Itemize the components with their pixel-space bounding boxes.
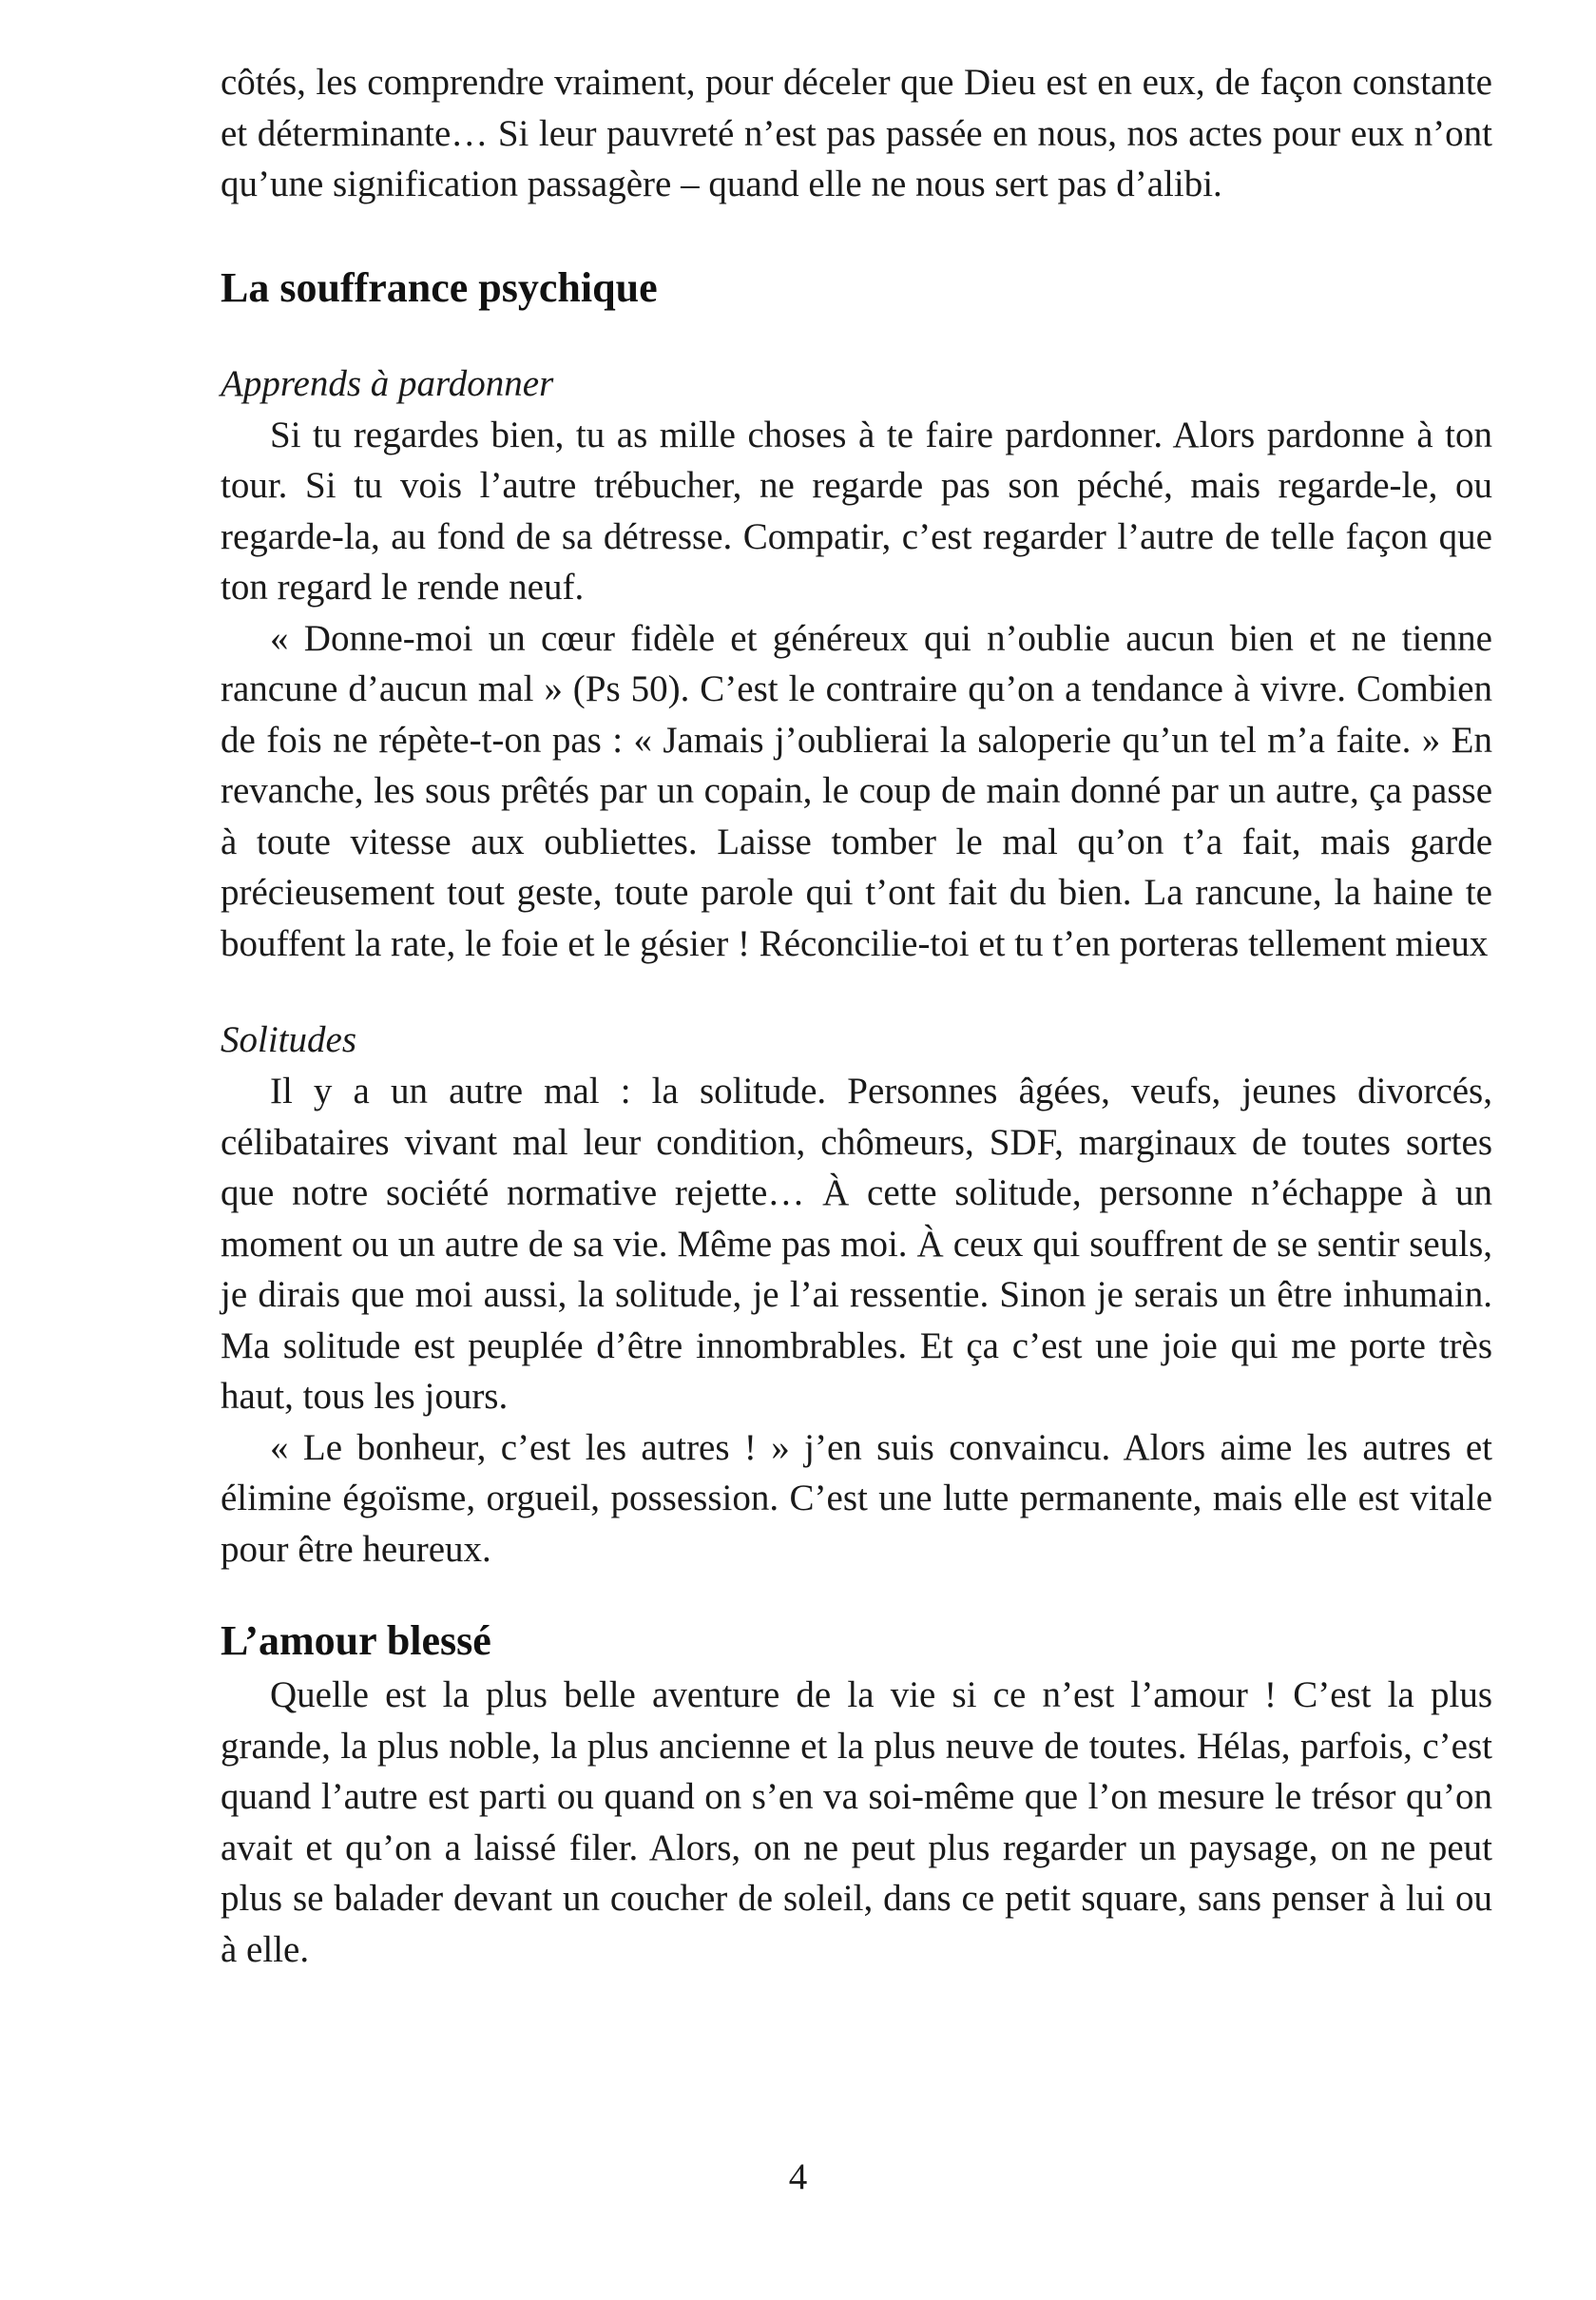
section-title-souffrance-psychique: La souffrance psychique xyxy=(221,263,658,311)
paragraph-pardonner-1: Si tu regardes bien, tu as mille choses à te faire pardonner. Alors pardonne à ton tour. Si tu vois l’autre trébucher, ne regarde pas son péché, mais regarde-le, ou regarde-la, au fond de sa détresse. Compatir, c’est regarder l’autre de telle façon que ton regard le rende neuf. xyxy=(221,414,1492,608)
page-body xyxy=(221,57,1492,1975)
subsection-title-apprends-a-pardonner: Apprends à pardonner xyxy=(221,362,554,404)
paragraph-solitudes-1: Il y a un autre mal : la solitude. Personnes âgées, veufs, jeunes divorcés, célibataires vivant mal leur condition, chômeurs, SDF, marginaux de toutes sortes que notre société normative rejette… À cette solitude, personne n’échappe à un moment ou un autre de sa vie. Même pas moi. À ceux qui souffrent de se sentir seuls, je dirais que moi aussi, la solitude, je l’ai ressentie. Sinon je serais un être inhumain. Ma solitude est peuplée d’être innombrables. Et ça c’est une joie qui me porte très haut, tous les jours. xyxy=(221,1071,1492,1417)
paragraph-solitudes-2: « Le bonheur, c’est les autres ! » j’en suis convaincu. Alors aime les autres et élimine égoïsme, orgueil, possession. C’est une lutte permanente, mais elle est vitale pour être heureux. xyxy=(221,1426,1492,1570)
section-title-amour-blesse: L’amour blessé xyxy=(221,1617,491,1664)
paragraph-pardonner-2: « Donne-moi un cœur fidèle et généreux qui n’oublie aucun bien et ne tienne rancune d’aucun mal » (Ps 50). C’est le contraire qu’on a tendance à vivre. Combien de fois ne répète-t-on pas : « Jamais j’oublierai la saloperie qu’un tel m’a faite. » En revanche, les sous prêtés par un copain, le coup de main donné par un autre, ça passe à toute vitesse aux oubliettes. Laisse tomber le mal qu’on t’a fait, mais garde précieusement tout geste, toute parole qui t’ont fait du bien. La rancune, la haine te bouffent la rate, le foie et le gésier ! Réconcilie-toi et tu t’en porteras tellement mieux xyxy=(221,617,1492,964)
page-number: 4 xyxy=(788,2156,808,2197)
intro-paragraph: côtés, les comprendre vraiment, pour déceler que Dieu est en eux, de façon constante et déterminante… Si leur pauvreté n’est pas passée en nous, nos actes pour eux n’ont qu’une signification passagère – quand elle ne nous sert pas d’alibi. xyxy=(221,62,1492,204)
subsection-title-solitudes: Solitudes xyxy=(221,1019,356,1060)
paragraph-amour-blesse: Quelle est la plus belle aventure de la vie si ce n’est l’amour ! C’est la plus grande, la plus noble, la plus ancienne et la plus neuve de toutes. Hélas, parfois, c’est quand l’autre est parti ou quand on s’en va soi-même que l’on mesure le trésor qu’on avait et qu’on a laissé filer. Alors, on ne peut plus regarder un paysage, on ne peut plus se balader devant un coucher de soleil, dans ce petit square, sans penser à lui ou à elle. xyxy=(221,1674,1492,1970)
